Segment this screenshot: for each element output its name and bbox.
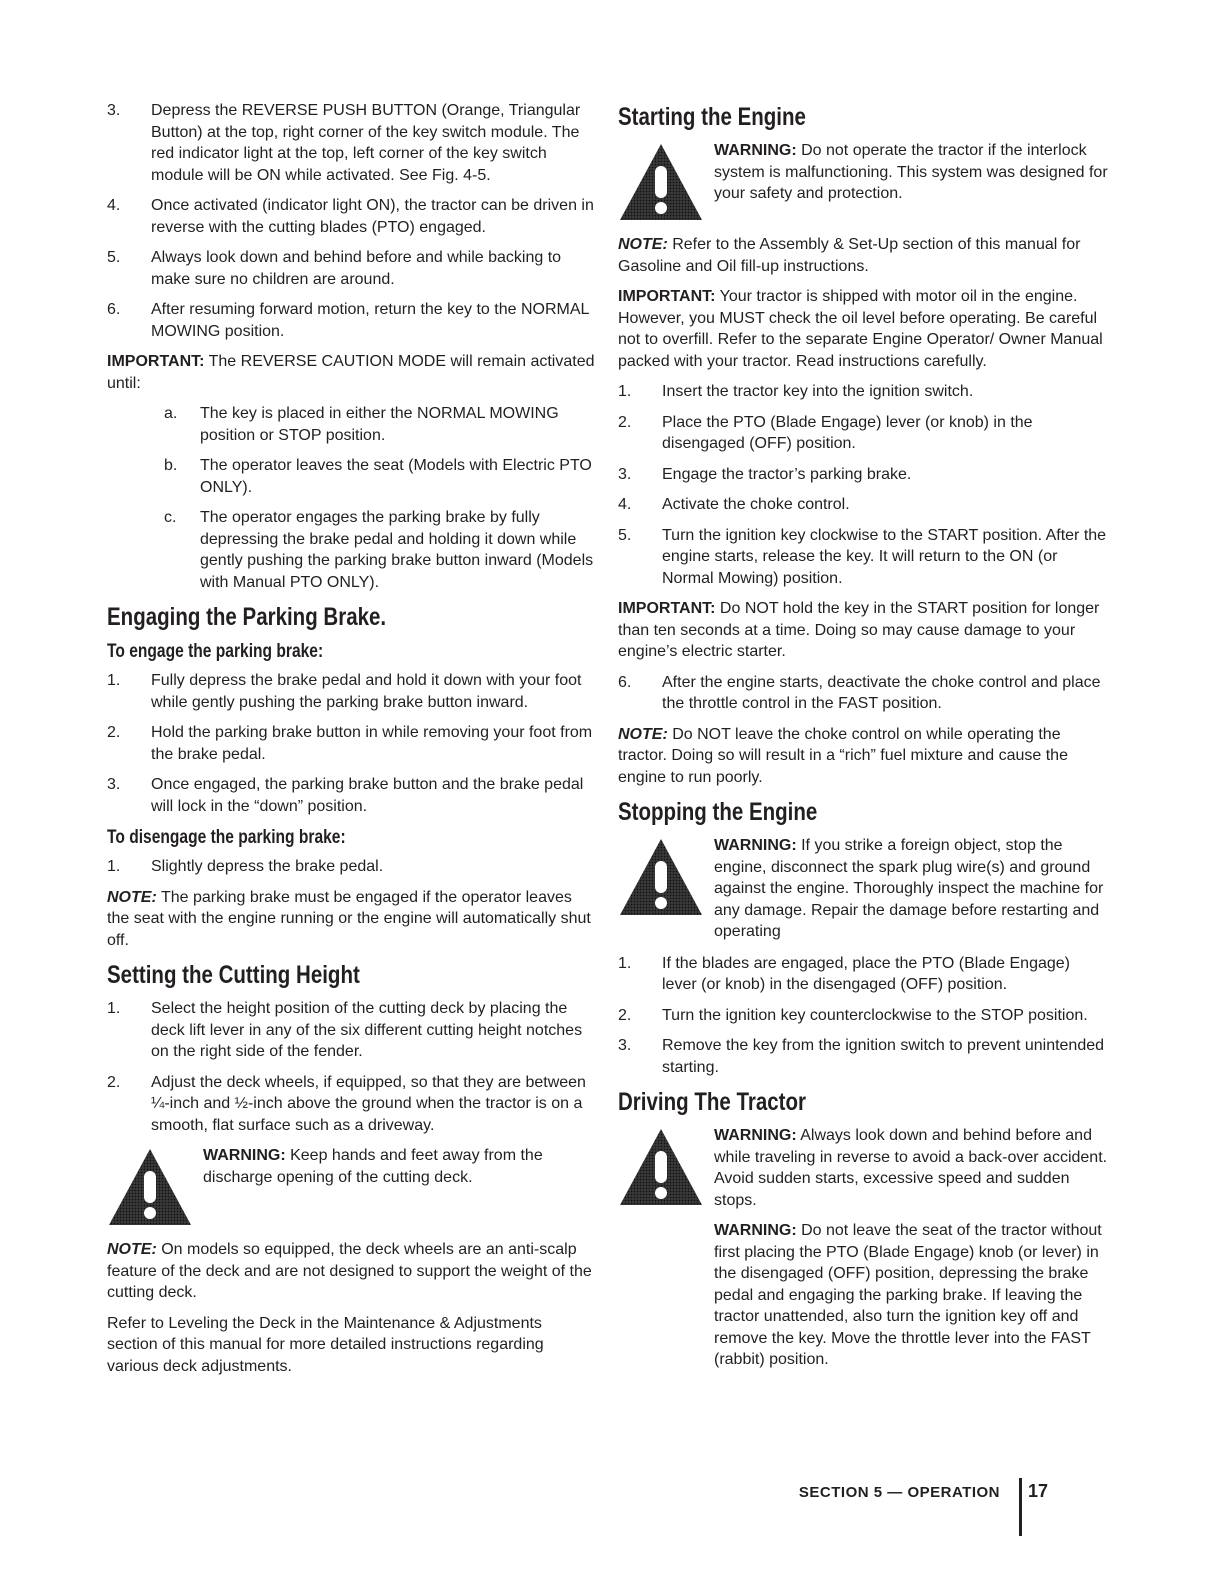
warning-triangle-icon [618, 142, 704, 222]
list-item [107, 774, 597, 817]
warning-triangle-icon [618, 837, 704, 917]
step-text: Adjust the deck wheels, if equipped, so that they are between ¼-inch and ½-inch above the ground when the tractor is on a smooth, flat surface such as a driveway. [151, 1073, 586, 1134]
right-column [618, 102, 1108, 1381]
note-label: NOTE: [618, 236, 668, 253]
disengage-parking-brake-subheading: To disengage the parking brake: [107, 827, 346, 848]
step-text: Turn the ignition key clockwise to the START position. After the engine starts, release the key. It will return to the ON (or Normal Mowing) position. [662, 526, 1107, 587]
cutting-height-heading: Setting the Cutting Height [107, 961, 360, 989]
note-text: On models so equipped, the deck wheels are an anti-scalp feature of the deck and are not designed to support the weight of the cutting deck. [107, 1241, 592, 1301]
note-label: NOTE: [618, 725, 668, 743]
warning-paragraph [714, 835, 1108, 943]
deck-wheels-note [107, 1239, 597, 1304]
step-text: Remove the key from the ignition switch to prevent unintended starting. [662, 1037, 1105, 1076]
warning-paragraph [203, 1145, 597, 1188]
list-item [107, 856, 597, 878]
warning-text: If you strike a foreign object, stop the engine, disconnect the spark plug wire(s) and ground against the engine. Thoroughly inspect the machine for any damage. Repair the damage before restarting and operating [714, 837, 1104, 940]
list-item [107, 998, 597, 1063]
list-item [107, 722, 597, 765]
warning-label: WARNING: [203, 1147, 286, 1164]
item-text: The operator leaves the seat (Models with Electric PTO ONLY). [200, 457, 592, 496]
step-number: 2. [618, 1006, 632, 1024]
parking-brake-heading: Engaging the Parking Brake. [107, 603, 387, 631]
warning-text: Always look down and behind before and while traveling in reverse to avoid a back-over accident. Avoid sudden starts, excessive speed and sudden stops. [714, 1127, 1108, 1209]
list-item [107, 1072, 597, 1137]
step-number: 5. [107, 249, 121, 266]
step-number: 4. [618, 496, 632, 513]
note-text: Do NOT leave the choke control on while operating the tractor. Doing so will result in a “rich” fuel mixture and cause the engine to run poorly. [618, 725, 1068, 786]
interlock-warning [618, 140, 1108, 224]
step-number: 1. [107, 672, 121, 689]
warning-label: WARNING: [714, 1127, 797, 1144]
step-text: After the engine starts, deactivate the choke control and place the throttle control in the FAST position. [662, 673, 1101, 712]
item-text: The operator engages the parking brake by fully depressing the brake pedal and holding it down while gently pushing the parking brake button inward (Models with Manual PTO ONLY). [200, 509, 594, 591]
stopping-engine-heading: Stopping the Engine [618, 798, 818, 826]
warning-label: WARNING: [714, 142, 797, 159]
step-number: 2. [618, 413, 632, 431]
warning-text: Do not operate the tractor if the interlock system is malfunctioning. This system was designed for your safety and protection. [714, 142, 1108, 202]
list-item [618, 1035, 1108, 1078]
step-number: 3. [618, 1037, 632, 1054]
step-text: Depress the REVERSE PUSH BUTTON (Orange, Triangular Button) at the top, right corner of the key switch module. The red indicator light at the top, left corner of the key switch module will be ON while activated. See Fig. 4-5. [151, 102, 581, 184]
step-text: Engage the tractor’s parking brake. [662, 465, 912, 483]
step-number: 6. [107, 301, 121, 318]
step-text: Turn the ignition key counterclockwise to the STOP position. [662, 1006, 1088, 1024]
step-number: 1. [618, 383, 632, 400]
step-text: Hold the parking brake button in while removing your foot from the brake pedal. [151, 724, 593, 763]
engage-steps-list [107, 670, 597, 817]
disengage-steps-list [107, 856, 597, 878]
list-item [107, 670, 597, 713]
reverse-conditions-list [107, 403, 597, 593]
important-text: Your tractor is shipped with motor oil in the engine. However, you MUST check the oil level before operating. Be careful not to overfill. Refer to the separate Engine Operator/ Owner Manual packed with your tractor. Read instructions carefully. [618, 288, 1103, 370]
step-text: Select the height position of the cutting deck by placing the deck lift lever in any of the six different cutting height notches on the right side of the fender. [151, 1000, 583, 1060]
choke-note [618, 724, 1108, 789]
list-item [107, 100, 597, 186]
list-item [618, 381, 1108, 403]
warning-text: Keep hands and feet away from the discharge opening of the cutting deck. [203, 1147, 543, 1186]
step-text: Once engaged, the parking brake button and the brake pedal will lock in the “down” position. [151, 776, 584, 815]
leveling-reference: Refer to Leveling the Deck in the Maintenance & Adjustments section of this manual for more detailed instructions regarding various deck adjustments. [107, 1314, 544, 1375]
step-number: 6. [618, 673, 632, 691]
list-item [164, 403, 597, 446]
list-item [107, 195, 597, 238]
note-text: The parking brake must be engaged if the operator leaves the seat with the engine running or the engine will automatically shut off. [107, 888, 591, 949]
important-text: Do NOT hold the key in the START position for longer than ten seconds at a time. Doing so may cause damage to your engine’s electric starter. [618, 600, 1100, 660]
warning-label: WARNING: [714, 1222, 797, 1239]
list-item [618, 672, 1108, 715]
step-number: 3. [618, 465, 632, 483]
list-item [618, 953, 1108, 996]
important-label: IMPORTANT: [618, 288, 716, 305]
warning-triangle-icon [618, 1127, 704, 1207]
step-text: If the blades are engaged, place the PTO (Blade Engage) lever (or knob) in the disengaged (OFF) position. [662, 954, 1070, 993]
important-label: IMPORTANT: [107, 353, 205, 370]
step-number: 1. [618, 954, 632, 972]
list-item [618, 494, 1108, 516]
warning-text: Do not leave the seat of the tractor without first placing the PTO (Blade Engage) knob (or lever) in the disengaged (OFF) position, depressing the brake pedal and engaging the parking brake. If leaving the tractor unattended, also turn the ignition key off and remove the key. Move the throttle lever into the FAST (rabbit) position. [714, 1222, 1102, 1368]
warning-paragraph [714, 1220, 1108, 1371]
list-item [618, 412, 1108, 455]
driving-warnings [618, 1125, 1108, 1371]
step-number: 1. [107, 858, 121, 875]
list-item [618, 525, 1108, 590]
step-number: 3. [107, 776, 121, 793]
driving-tractor-heading: Driving The Tractor [618, 1088, 806, 1116]
step-number: 2. [107, 1073, 121, 1091]
list-item [164, 455, 597, 498]
step-text: Fully depress the brake pedal and hold it down with your foot while gently pushing the parking brake button inward. [151, 672, 582, 711]
step-text: Once activated (indicator light ON), the tractor can be driven in reverse with the cutting blades (PTO) engaged. [151, 197, 594, 236]
fill-up-note [618, 234, 1108, 277]
step-text: Insert the tractor key into the ignition switch. [662, 383, 974, 400]
starting-engine-heading: Starting the Engine [618, 103, 806, 131]
list-item [618, 1005, 1108, 1027]
important-text: The REVERSE CAUTION MODE will remain activated until: [107, 353, 595, 392]
step-number: 1. [107, 1000, 121, 1017]
step-text: Place the PTO (Blade Engage) lever (or knob) in the disengaged (OFF) position. [662, 413, 1033, 452]
step-number: 4. [107, 197, 121, 214]
stopping-steps-list [618, 953, 1108, 1079]
warning-triangle-icon [107, 1147, 193, 1227]
step-text: Always look down and behind before and while backing to make sure no children are around. [151, 249, 562, 288]
important-label: IMPORTANT: [618, 600, 716, 617]
step-number: 3. [107, 102, 121, 119]
note-label: NOTE: [107, 888, 157, 906]
list-item [164, 507, 597, 593]
warning-paragraph [714, 140, 1108, 205]
list-item [107, 299, 597, 342]
note-label: NOTE: [107, 1241, 157, 1258]
step-text: Slightly depress the brake pedal. [151, 858, 384, 875]
section-label: SECTION 5 — OPERATION [798, 1484, 1000, 1501]
list-item [618, 464, 1108, 486]
item-letter: b. [164, 457, 178, 474]
cutting-deck-warning [107, 1145, 597, 1229]
list-item [107, 247, 597, 290]
oil-important [618, 286, 1108, 372]
item-letter: c. [164, 509, 177, 526]
starter-important [618, 598, 1108, 663]
step-number: 2. [107, 724, 121, 741]
warning-paragraph [714, 1125, 1108, 1211]
page-number: 17 [1027, 1481, 1048, 1501]
step-text: After resuming forward motion, return the key to the NORMAL MOWING position. [151, 301, 589, 340]
warning-label: WARNING: [714, 837, 797, 854]
important-reverse-caution [107, 351, 597, 394]
footer-divider [1019, 1478, 1022, 1536]
item-text: The key is placed in either the NORMAL MOWING position or STOP position. [200, 405, 559, 444]
left-column [107, 100, 597, 1386]
engage-parking-brake-subheading: To engage the parking brake: [107, 641, 324, 662]
foreign-object-warning [618, 835, 1108, 943]
step-number: 5. [618, 526, 632, 544]
starting-steps-list-continued [618, 672, 1108, 715]
page-footer [798, 1478, 1128, 1512]
parking-brake-note [107, 887, 597, 952]
starting-steps-list [618, 381, 1108, 589]
item-letter: a. [164, 405, 178, 422]
cutting-steps-list [107, 998, 597, 1136]
step-text: Activate the choke control. [662, 496, 850, 513]
reverse-steps-list [107, 100, 597, 342]
note-text: Refer to the Assembly & Set-Up section of this manual for Gasoline and Oil fill-up instructions. [618, 236, 1081, 275]
